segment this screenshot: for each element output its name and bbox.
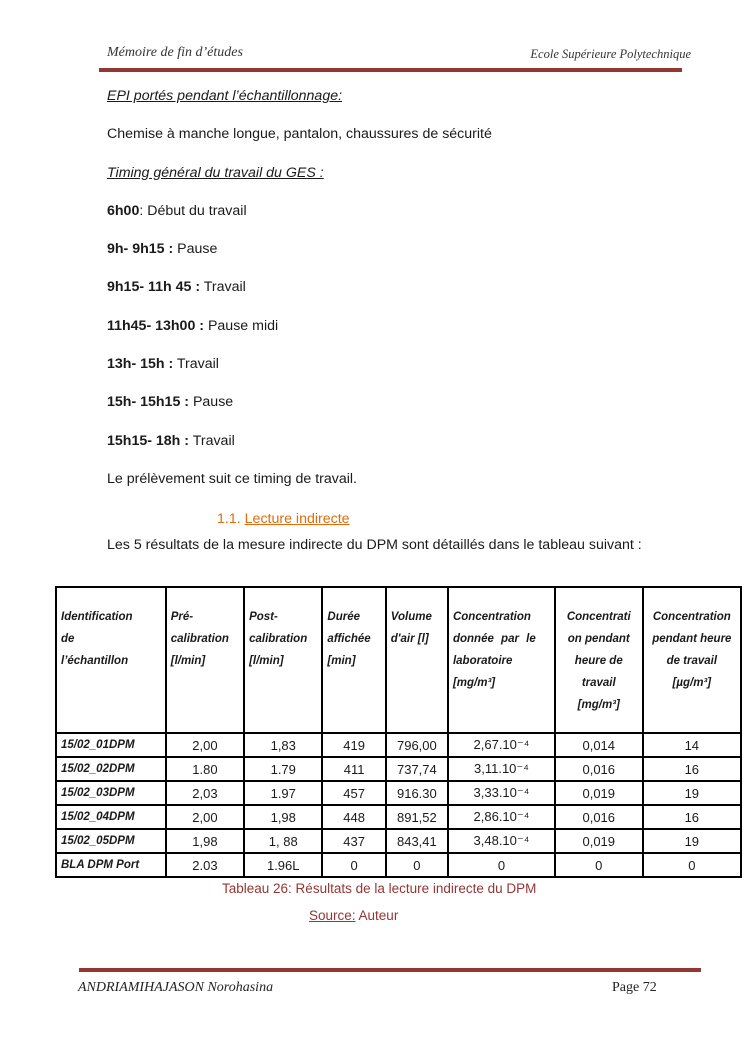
timing-item [107,354,707,392]
header-line: [mg/m³] [577,699,620,711]
header-line: laboratoire [452,655,513,667]
table-cell: 1.96L [244,853,322,877]
timing-item [107,239,707,277]
header-line: affichée [327,633,371,645]
table-cell: 1.79 [244,757,322,781]
table-row [56,805,741,829]
sample-id-cell: 15/02_05DPM [56,829,166,853]
table-cell: 0,016 [555,757,643,781]
table-cell: 0 [322,853,385,877]
header-line: calibration [249,633,308,645]
page-number: Page 72 [612,980,657,995]
timing-item [107,431,707,469]
table-cell: 2,03 [166,781,244,805]
timing-time: 9h- 9h15 : [107,241,174,258]
table-row [56,781,741,805]
header-line: [l/min] [170,655,206,667]
body-text [107,86,707,507]
sample-id-cell: 15/02_03DPM [56,781,166,805]
table-cell: 419 [322,733,385,757]
header-line: calibration [170,633,229,645]
source-label: Source: [309,908,356,923]
table-cell: 1.80 [166,757,244,781]
table-header-cell [322,587,385,733]
table-cell: 19 [643,781,741,805]
table-source [309,908,398,923]
timing-activity: Pause [173,241,218,258]
table-cell: 19 [643,829,741,853]
header-line: travail [581,677,616,689]
timing-activity: Pause midi [204,317,279,334]
table-header-cell [56,587,166,733]
timing-time: 11h45- 13h00 : [107,317,205,334]
table-cell: 457 [322,781,385,805]
table-cell: 0,014 [555,733,643,757]
epi-heading: EPI portés pendant l’échantillonnage: [107,88,343,104]
table-cell: 2,67.10⁻⁴ [448,733,555,757]
timing-item [107,316,707,354]
table-cell: 14 [643,733,741,757]
timing-item [107,277,707,315]
header-line: [mg/m³] [452,677,496,689]
sample-id-cell: 15/02_01DPM [56,733,166,757]
header-line: [µg/m³] [672,677,712,689]
section-number: 1.1. [217,511,241,527]
table-cell: 891,52 [386,805,448,829]
table-cell: 411 [322,757,385,781]
table-cell: 0 [386,853,448,877]
table-cell: 437 [322,829,385,853]
header-line: pendant heure [652,633,732,645]
table-cell: 0,019 [555,781,643,805]
timing-time: 15h- 15h15 : [107,394,190,411]
timing-time: 6h00 [107,202,140,219]
footer-rule [79,968,701,972]
table-cell: 3,48.10⁻⁴ [448,829,555,853]
header-rule [99,68,682,72]
table-header-cell [166,587,244,733]
table-cell: 1.97 [244,781,322,805]
table-row [56,829,741,853]
table-cell: 16 [643,805,741,829]
table-cell: 2,00 [166,733,244,757]
header-school: Ecole Supérieure Polytechnique [530,47,691,61]
table-header-cell [555,587,643,733]
header-line: [l/min] [249,655,284,667]
table-cell: 3,11.10⁻⁴ [448,757,555,781]
timing-time: 15h15- 18h : [107,432,190,449]
table-header-cell [386,587,448,733]
header-line: Concentration [652,611,731,623]
table-cell: 3,33.10⁻⁴ [448,781,555,805]
sample-id-cell: 15/02_04DPM [56,805,166,829]
header-line: Concentrati [566,611,631,623]
header-line: Pré- [170,611,194,623]
footer-author: ANDRIAMIHAJASON Norohasina [78,980,274,995]
table-cell: 1,98 [244,805,322,829]
table-cell: 2,86.10⁻⁴ [448,805,555,829]
table-header-cell [643,587,741,733]
table-row [56,757,741,781]
table-cell: 2.03 [166,853,244,877]
table-caption: Tableau 26: Résultats de la lecture indirecte du DPM [222,881,537,896]
table-cell: 843,41 [386,829,448,853]
table-cell: 796,00 [386,733,448,757]
table-row [56,733,741,757]
header-line: l’échantillon [61,655,129,667]
timing-activity: : Début du travail [139,202,247,219]
header-line: [min] [327,655,356,667]
table-header-row [56,587,741,733]
source-value: Auteur [355,908,399,923]
header-line: Identification [61,611,133,623]
header-line: Post- [249,611,278,623]
header-title: Mémoire de fin d’études [107,45,243,60]
header-line: Volume [390,611,432,623]
table-cell: 448 [322,805,385,829]
table-cell: 0,019 [555,829,643,853]
timing-note: Le prélèvement suit ce timing de travail. [107,470,357,487]
timing-time: 13h- 15h : [107,356,174,373]
timing-heading: Timing général du travail du GES : [107,164,324,181]
table-cell: 1, 88 [244,829,322,853]
timing-item [107,201,707,239]
sample-id-cell: 15/02_02DPM [56,757,166,781]
header-line: d'air [l] [390,633,429,645]
results-table [55,586,742,878]
table-cell: 916.30 [386,781,448,805]
table-cell: 0 [555,853,643,877]
timing-time: 9h15- 11h 45 : [107,279,201,296]
header-line: heure de [574,655,623,667]
table-cell: 1,83 [244,733,322,757]
table-row [56,853,741,877]
header-line: Durée [327,611,361,623]
table-cell: 16 [643,757,741,781]
table-header-cell [244,587,322,733]
table-cell: 0 [448,853,555,877]
header-line: de travail [666,655,718,667]
section-title: Lecture indirecte [244,511,350,527]
timing-item [107,392,707,430]
table-intro: Les 5 résultats de la mesure indirecte du DPM sont détaillés dans le tableau suivant : [107,537,642,553]
table-cell: 2,00 [166,805,244,829]
table-cell: 1,98 [166,829,244,853]
header-line: on pendant [567,633,630,645]
timing-activity: Travail [200,279,246,296]
header-line: Concentration [452,611,531,623]
header-line: de [61,633,75,645]
sample-id-cell: BLA DPM Port [56,853,166,877]
timing-activity: Travail [173,356,219,373]
table-cell: 737,74 [386,757,448,781]
timing-activity: Travail [189,432,235,449]
header-line: donnée par le [452,633,536,645]
table-cell: 0 [643,853,741,877]
table-cell: 0,016 [555,805,643,829]
timing-activity: Pause [189,394,234,411]
section-heading [217,511,350,527]
epi-text: Chemise à manche longue, pantalon, chaussures de sécurité [107,126,492,143]
table-header-cell [448,587,555,733]
